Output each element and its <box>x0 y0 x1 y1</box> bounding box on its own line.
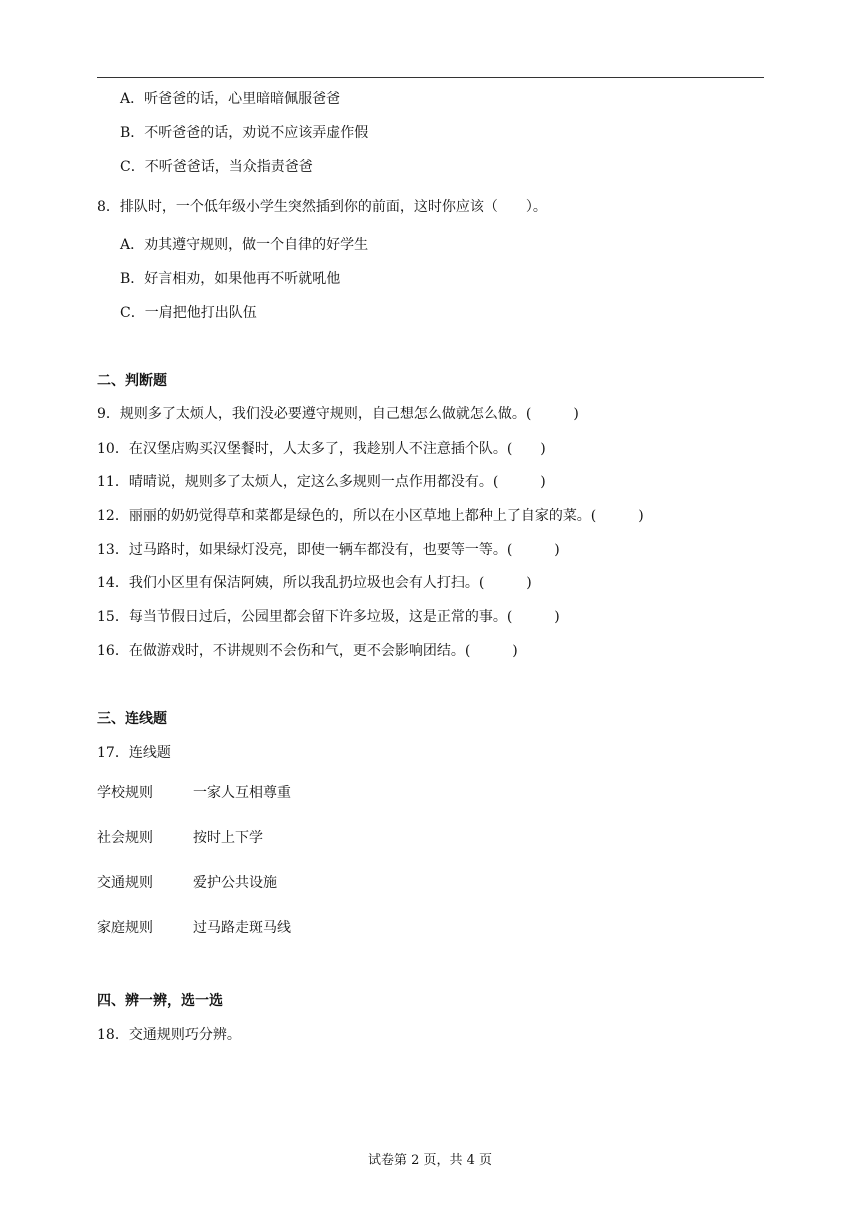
q7-option-a: A．听爸爸的话，心里暗暗佩服爸爸 <box>120 91 341 107</box>
q7-option-c: C．不听爸爸话，当众指责爸爸 <box>120 159 313 175</box>
header-rule <box>97 77 764 78</box>
q18-stem: 18．交通规则巧分辨。 <box>97 1027 241 1043</box>
judgement-item-9: 9．规则多了太烦人，我们没必要遵守规则，自己想怎么做就怎么做。( ) <box>97 406 579 422</box>
q8-option-a: A．劝其遵守规则，做一个自律的好学生 <box>120 237 369 253</box>
match-left-item: 交通规则 <box>97 875 153 891</box>
match-right-item: 按时上下学 <box>193 830 263 846</box>
page-footer: 试卷第 2 页，共 4 页 <box>367 1153 493 1168</box>
match-left-item: 社会规则 <box>97 830 153 846</box>
section-2-title: 二、判断题 <box>97 373 167 389</box>
section-3-title: 三、连线题 <box>97 711 167 727</box>
match-left-item: 家庭规则 <box>97 920 153 936</box>
q8-option-b: B．好言相劝，如果他再不听就吼他 <box>120 271 341 287</box>
judgement-item-10: 10．在汉堡店购买汉堡餐时，人太多了，我趁别人不注意插个队。( ) <box>97 441 546 457</box>
q17-stem: 17．连线题 <box>97 745 171 761</box>
judgement-item-16: 16．在做游戏时，不讲规则不会伤和气，更不会影响团结。( ) <box>97 643 518 659</box>
match-right-item: 过马路走斑马线 <box>193 920 291 936</box>
section-4-title: 四、辨一辨，选一选 <box>97 993 223 1009</box>
judgement-item-11: 11．晴晴说，规则多了太烦人，定这么多规则一点作用都没有。( ) <box>97 474 546 490</box>
q8-stem: 8．排队时，一个低年级小学生突然插到你的前面，这时你应该（ ）。 <box>97 199 547 215</box>
match-right-item: 一家人互相尊重 <box>193 785 291 801</box>
q8-option-c: C．一肩把他打出队伍 <box>120 305 257 321</box>
judgement-item-15: 15．每当节假日过后，公园里都会留下许多垃圾，这是正常的事。( ) <box>97 609 560 625</box>
judgement-item-13: 13．过马路时，如果绿灯没亮，即使一辆车都没有，也要等一等。( ) <box>97 542 560 558</box>
q7-option-b: B．不听爸爸的话，劝说不应该弄虚作假 <box>120 125 369 141</box>
judgement-item-12: 12．丽丽的奶奶觉得草和菜都是绿色的，所以在小区草地上都种上了自家的菜。( ) <box>97 508 644 524</box>
match-left-item: 学校规则 <box>97 785 153 801</box>
match-right-item: 爱护公共设施 <box>193 875 277 891</box>
judgement-item-14: 14．我们小区里有保洁阿姨，所以我乱扔垃圾也会有人打扫。( ) <box>97 575 532 591</box>
